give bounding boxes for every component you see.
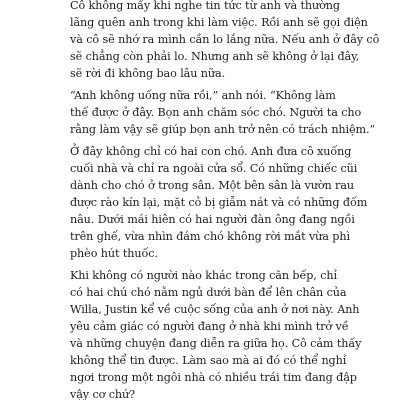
- body-text: [54, 0, 384, 400]
- text-line: thế được ở đây. Bọn anh chăm sóc chó. Người ta cho: [70, 106, 362, 120]
- text-line: sẽ rời đi không bao lâu nữa.: [70, 66, 226, 80]
- text-line: không thể tin được. Làm sao mà ai đó có thể nghỉ: [70, 353, 347, 367]
- paragraph: [54, 0, 384, 83]
- paragraph: [54, 88, 384, 139]
- text-line: cuối nhà và chỉ ra ngoài cửa sổ. Có những chiếc cũi: [70, 162, 358, 176]
- text-line: có hai chú chó nằm ngủ dưới bàn để lên chân của: [70, 286, 347, 300]
- text-line: nâu. Dưới mái hiên có hai người đàn ông đang ngồi: [70, 213, 355, 227]
- text-line: và những chuyện đang diễn ra giữa họ. Cô cảm thấy: [70, 337, 362, 350]
- text-line: và cô sẽ nhớ ra mình cần lo lắng nữa. Nếu anh ở đây cô: [70, 32, 380, 46]
- text-line: rằng làm vậy sẽ giúp bọn anh trở nên có trách nhiệm.”: [70, 122, 376, 136]
- text-line: được rào kín lại, mặt cỏ bị giẫm nát và có những đốm: [70, 196, 368, 210]
- text-line: phèo hút thuốc.: [70, 246, 158, 260]
- text-line: trên ghế, vừa nhìn đám chó không rời mắt vừa phì: [70, 229, 350, 243]
- text-line: Willa, Justin kể về cuộc sống của anh ở nơi này. Anh: [70, 303, 360, 317]
- text-line: sẽ chẳng còn phải lo. Nhưng anh sẽ không ở lại đây,: [70, 49, 360, 63]
- text-line: dành cho chó ở trong sân. Một bên sân là vườn rau: [70, 179, 354, 193]
- paragraph: [54, 268, 384, 400]
- paragraph: [54, 144, 384, 262]
- text-line: Ở đây không chỉ có hai con chó. Anh đưa cô xuống: [70, 145, 352, 159]
- text-line: Cô không mấy khi nghe tin tức từ anh và thường: [70, 0, 340, 12]
- text-line: “Anh không uống nữa rồi,” anh nói. “Không làm: [70, 89, 336, 103]
- text-line: Khi không có người nào khác trong căn bếp, chỉ: [70, 269, 337, 283]
- text-line: ngơi trong một ngôi nhà có nhiều trái tim đang đập: [70, 370, 357, 384]
- text-line: lãng quên anh trong khi làm việc. Rồi anh sẽ gọi điện: [70, 15, 368, 29]
- text-line: yêu cảm giác có người đang ở nhà khi mình trở về: [70, 320, 349, 334]
- text-line: vậy cơ chứ?: [70, 387, 135, 400]
